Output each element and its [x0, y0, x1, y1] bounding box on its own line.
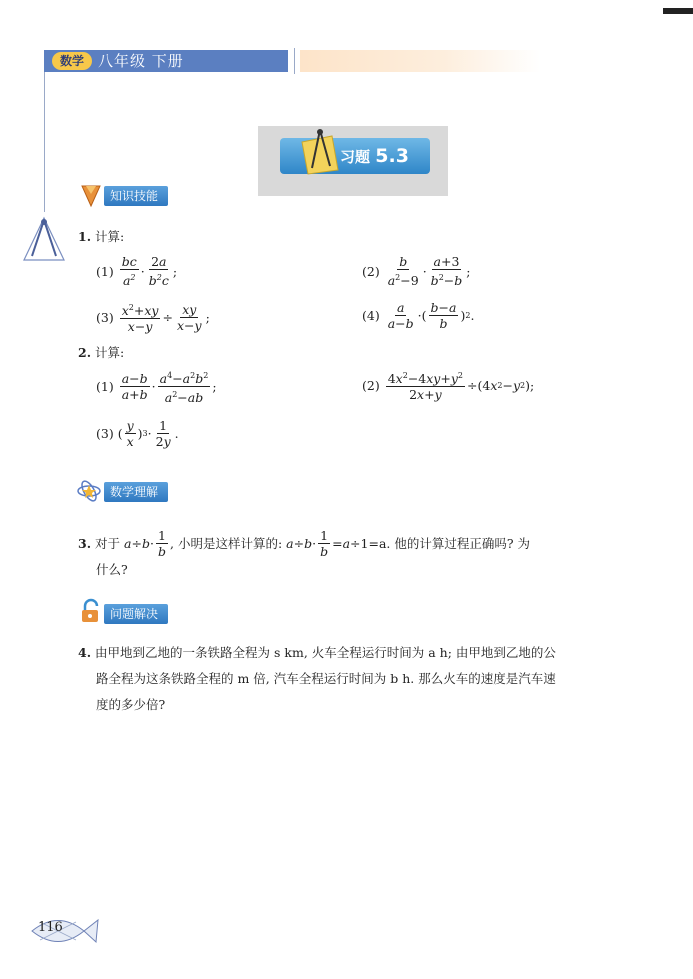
- q2-item-2: (2) $\frac{4x^2-4xy+y^2}{2x+y}$ ÷(4 x 2 − y 2 );: [362, 368, 534, 402]
- pencil-icon: [78, 182, 104, 208]
- exercise-title: 习题 5.3: [340, 145, 409, 167]
- question-3: 3. 对于 a ÷ b · $\frac{1}{b}$ , 小明是这样计算的: a ÷ b · $\frac{1}{b}$ = a ÷1 =a. 他的计算过程正确吗? 为 什么?: [78, 528, 531, 577]
- q2-item-1: (1) $\frac{a-b}{a+b}$ · $\frac{a^4-a^2b^2}{a^2-ab}$ ;: [96, 368, 217, 405]
- question-4: 4. 由甲地到乙地的一条铁路全程为 s km, 火车全程运行时间为 a h; 由甲地到乙地的公 路全程为这条铁路全程的 m 倍, 汽车全程运行时间为 b h. 那么火车的速度是汽车速 度的多少倍?: [78, 645, 556, 712]
- q1-item-2: (2) $\frac{b}{a^2-9}$ · $\frac{a+3}{b^2-b}$ ;: [362, 254, 471, 289]
- q2-item-3: (3) ( $\frac{y}{x}$ ) 3 · $\frac{1}{2y}$ .: [96, 418, 179, 449]
- q1-item-4: (4) $\frac{a}{a-b}$ ·( $\frac{b-a}{b}$ ) 2 .: [362, 300, 475, 331]
- atom-icon: [76, 478, 102, 504]
- book-title: 八年级 下册: [98, 52, 184, 70]
- page-number: 116: [38, 920, 63, 935]
- section-skills: 知识技能: [104, 186, 168, 206]
- question-1-header: 1. 计算:: [78, 229, 125, 244]
- section-problem-solving: 问题解决: [104, 604, 168, 624]
- section-understanding: 数学理解: [104, 482, 168, 502]
- set-square-icon: [298, 128, 342, 176]
- subject-badge: 数学: [52, 52, 92, 70]
- question-2-header: 2. 计算:: [78, 345, 125, 360]
- margin-line: [44, 72, 45, 212]
- q1-item-3: (3) $\frac{x^2+xy}{x-y}$ ÷ $\frac{xy}{x-y}$ ;: [96, 301, 210, 335]
- page-corner-mark: [663, 8, 693, 14]
- compass-icon: [22, 216, 66, 262]
- header-divider: [294, 48, 295, 74]
- header-shade: [300, 50, 540, 72]
- q1-item-1: (1) $\frac{bc}{a^2}$ · $\frac{2a}{b^2c}$ ;: [96, 254, 178, 289]
- lock-icon: [78, 598, 104, 624]
